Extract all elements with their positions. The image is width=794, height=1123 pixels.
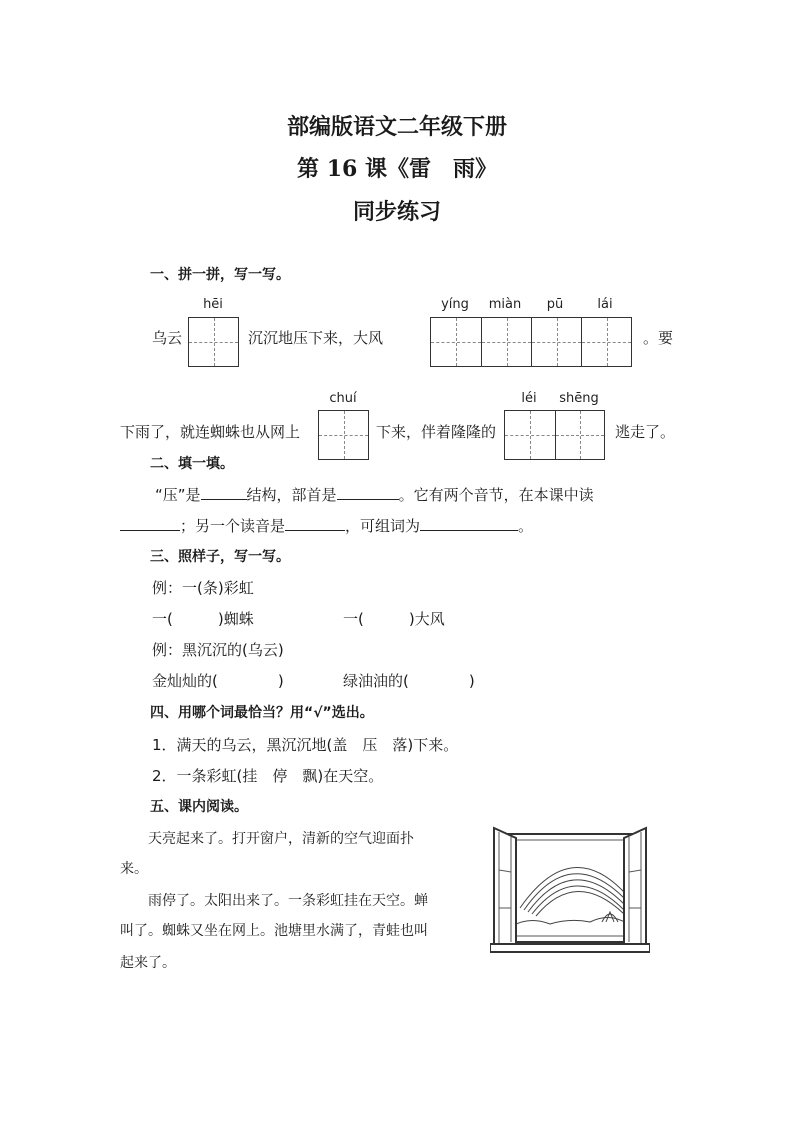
row1-prefix: 乌云 xyxy=(152,329,183,347)
reading-line3: 雨停了。太阳出来了。一条彩虹挂在天空。蝉 xyxy=(148,893,428,909)
fill-text-4: ；另一个读音是 xyxy=(180,517,286,535)
choice-question-1[interactable]: 1．满天的乌云，黑沉沉地(盖 压 落)下来。 xyxy=(152,736,459,754)
choice-question-2[interactable]: 2．一条彩虹(挂 停 飘)在天空。 xyxy=(152,767,384,785)
row1-suffix: 。要 xyxy=(643,329,674,347)
tianzige-chui[interactable] xyxy=(318,410,369,460)
section3-heading: 三、照样子，写一写。 xyxy=(150,549,290,565)
blank-word[interactable] xyxy=(420,516,518,531)
question-spider[interactable]: 一( )蜘蛛 xyxy=(152,610,254,628)
tianzige-leisheng[interactable] xyxy=(504,410,605,460)
fill-line2 xyxy=(120,515,533,536)
pinyin-sheng: shēng xyxy=(559,391,599,406)
question-golden[interactable]: 金灿灿的( ) xyxy=(152,672,284,690)
row2-prefix: 下雨了，就连蜘蛛也从网上 xyxy=(120,423,301,441)
row1-middle: 沉沉地压下来，大风 xyxy=(248,329,384,347)
reading-line5: 起来了。 xyxy=(120,955,176,971)
fill-text-1: “压”是 xyxy=(155,486,201,504)
pinyin-mian: miàn xyxy=(488,297,522,312)
blank-radical[interactable] xyxy=(337,485,399,500)
reading-line1: 天亮起来了。打开窗户，清新的空气迎面扑 xyxy=(148,831,414,847)
section5-heading: 五、课内阅读。 xyxy=(150,799,248,815)
example-1: 例：一(条)彩虹 xyxy=(152,579,254,597)
pinyin-lei: léi xyxy=(521,391,537,406)
reading-line4: 叫了。蜘蛛又坐在网上。池塘里水满了，青蛙也叫 xyxy=(120,923,428,939)
exercise-title: 同步练习 xyxy=(352,199,441,225)
fill-text-3: 。它有两个音节，在本课中读 xyxy=(398,486,594,504)
fill-text-2: 结构，部首是 xyxy=(246,486,337,504)
pinyin-hei: hēi xyxy=(203,297,223,312)
pinyin-ying: yíng xyxy=(441,297,469,312)
tianzige-hei[interactable] xyxy=(188,317,239,367)
section2-heading: 二、填一填。 xyxy=(150,456,234,472)
row2-middle: 下来，伴着隆隆的 xyxy=(376,423,497,441)
pinyin-chui: chuí xyxy=(329,391,357,406)
lesson-title: 第 16 课《雷 雨》 xyxy=(297,156,497,182)
reading-line2: 来。 xyxy=(120,861,148,877)
pinyin-lai: lái xyxy=(597,297,613,312)
question-green[interactable]: 绿油油的( ) xyxy=(343,672,475,690)
tianzige-yingmianpulai[interactable] xyxy=(430,317,632,367)
fill-line1 xyxy=(155,484,594,505)
question-wind[interactable]: 一( )大风 xyxy=(343,610,445,628)
blank-other-reading[interactable] xyxy=(285,516,345,531)
window-rainbow-illustration xyxy=(490,826,650,954)
doc-title: 部编版语文二年级下册 xyxy=(286,114,507,140)
section1-heading: 一、拼一拼，写一写。 xyxy=(150,267,290,283)
blank-reading[interactable] xyxy=(120,516,180,531)
pinyin-pu: pū xyxy=(546,297,564,312)
fill-text-6: 。 xyxy=(518,517,534,535)
fill-text-5: ，可组词为 xyxy=(345,517,421,535)
example-2: 例：黑沉沉的(乌云) xyxy=(152,641,284,659)
section4-heading: 四、用哪个词最恰当？用“√”选出。 xyxy=(150,705,374,721)
row2-suffix: 逃走了。 xyxy=(615,423,676,441)
blank-structure[interactable] xyxy=(201,485,247,500)
